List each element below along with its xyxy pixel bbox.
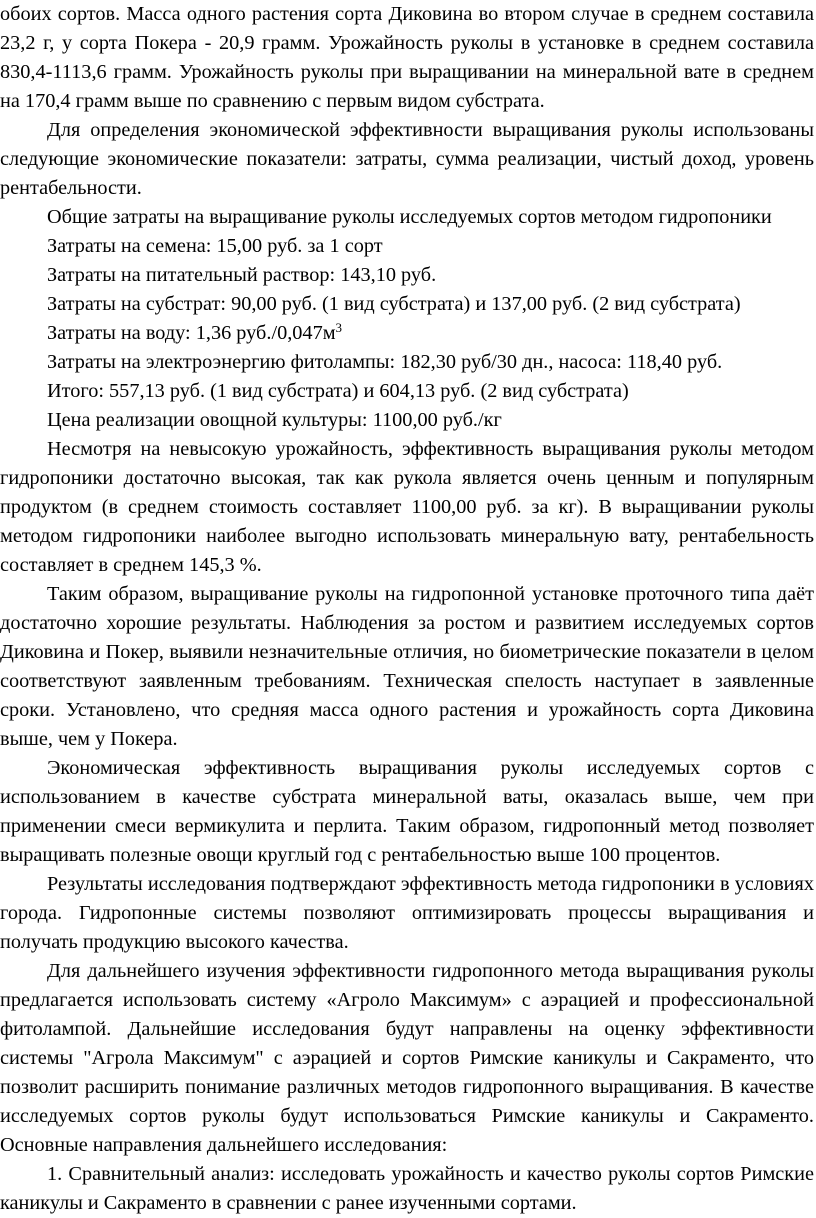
paragraph-economic-indicators: Для определения экономической эффективности выращивания руколы использованы следующие экономические показатели: затраты, сумма реализации, чистый доход, уровень рентабельности. (0, 119, 814, 199)
paragraph-efficiency: Несмотря на невысокую урожайность, эффективность выращивания руколы методом гидропоники достаточно высокая, так как рукола является очень ценным и популярным продуктом (в среднем стоимость составляет 1100,00 руб. за кг). В выращивании руколы методом гидропоники наиболее выгодно использовать минеральную вату, рентабельность составляет в среднем 145,3 %. (0, 438, 814, 576)
paragraph-conclusion-growth: Таким образом, выращивание руколы на гидропонной установке проточного типа даёт достаточно хорошие результаты. Наблюдения за ростом и развитием исследуемых сортов Диковина и Покер, выявили незначительные отличия, но биометрические показатели в целом соответствуют заявленным требованиям. Техническая спелость наступает в заявленные сроки. Установлено, что средняя масса одного растения и урожайность сорта Диковина выше, чем у Покера. (0, 583, 814, 750)
cost-seeds: Затраты на семена: 15,00 руб. за 1 сорт (47, 235, 383, 257)
cost-substrate: Затраты на субстрат: 90,00 руб. (1 вид субстрата) и 137,00 руб. (2 вид субстрата) (47, 293, 741, 315)
cost-water-superscript: 3 (335, 320, 343, 335)
cost-water (0, 319, 814, 348)
paragraph-yield-results: обоих сортов. Масса одного растения сорта Диковина во втором случае в среднем составила 23,2 г, у сорта Покера - 20,9 грамм. Урожайность руколы в установке в среднем составила 830,4-1113,6 грамм. Урожайность руколы при выращивании на минеральной вате в среднем на 170,4 грамм выше по сравнению с первым видом субстрата. (0, 3, 814, 112)
paragraph-further-research: Для дальнейшего изучения эффективности гидропонного метода выращивания руколы предлагается использовать систему «Агроло Максимум» с аэрацией и профессиональной фитолампой. Дальнейшие исследования будут направлены на оценку эффективности системы "Агрола Максимум" с аэрацией и сортов Римские каникулы и Сакраменто, что позволит расширить понимание различных методов гидропонного выращивания. В качестве исследуемых сортов руколы будут использоваться Римские каникулы и Сакраменто. Основные направления дальнейшего исследования: (0, 960, 814, 1156)
cost-electricity: Затраты на электроэнергию фитолампы: 182,30 руб/30 дн., насоса: 118,40 руб. (47, 351, 723, 373)
paragraph-conclusion-economic: Экономическая эффективность выращивания руколы исследуемых сортов с использованием в качестве субстрата минеральной ваты, оказалась выше, чем при применении смеси вермикулита и перлита. Таким образом, гидропонный метод позволяет выращивать полезные овощи круглый год с рентабельностью выше 100 процентов. (0, 757, 814, 866)
paragraph-total-costs-heading: Общие затраты на выращивание руколы исследуемых сортов методом гидропоники (47, 206, 772, 228)
cost-nutrient-solution: Затраты на питательный раствор: 143,10 руб. (47, 264, 437, 286)
paragraph-research-item-1: 1. Сравнительный анализ: исследовать урожайность и качество руколы сортов Римские каникулы и Сакраменто в сравнении с ранее изученными сортами. (0, 1163, 814, 1214)
cost-water-text: Затраты на воду: 1,36 руб./0,047м (47, 322, 336, 344)
paragraph-conclusion-city: Результаты исследования подтверждают эффективность метода гидропоники в условиях города. Гидропонные системы позволяют оптимизировать процессы выращивания и получать продукцию высокого качества. (0, 873, 814, 953)
cost-total: Итого: 557,13 руб. (1 вид субстрата) и 604,13 руб. (2 вид субстрата) (47, 380, 629, 402)
sale-price: Цена реализации овощной культуры: 1100,00 руб./кг (47, 409, 502, 431)
